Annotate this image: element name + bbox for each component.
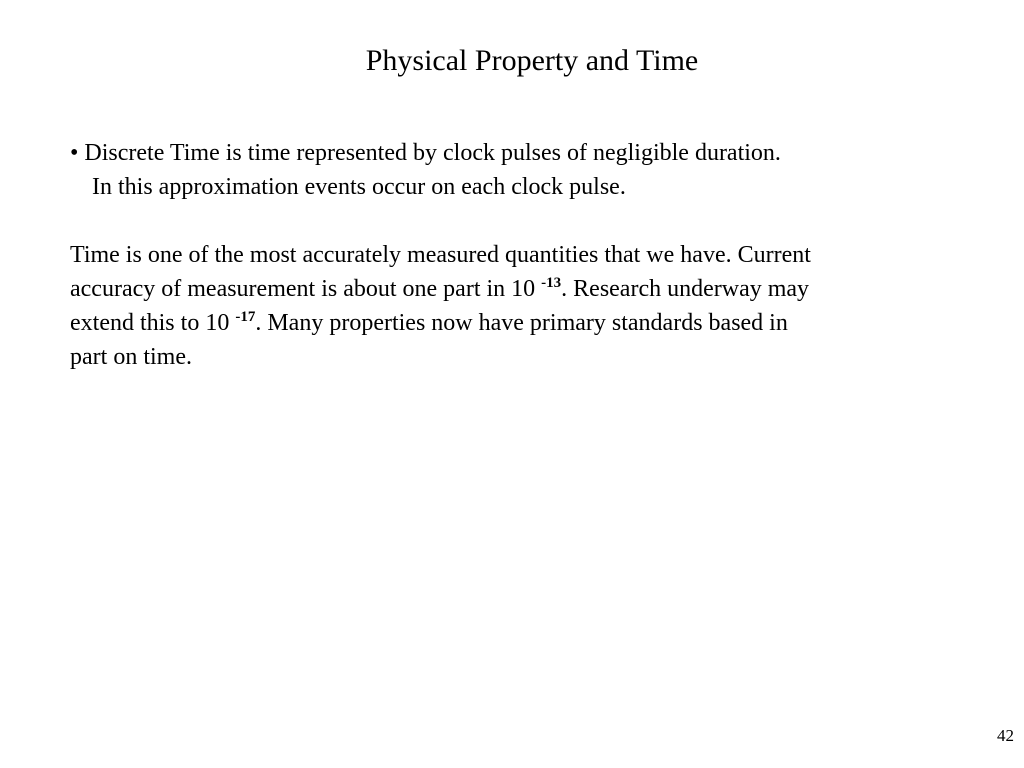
paragraph-line-2 (70, 272, 990, 306)
exponent-minus-17: -17 (235, 309, 256, 325)
paragraph-line-4: part on time. (70, 344, 192, 370)
page-number: 42 (997, 726, 1014, 745)
slide-content (70, 136, 990, 374)
paragraph-line-3 (70, 306, 990, 340)
paragraph-gap (70, 204, 990, 238)
paragraph-line-2-end: . Research underway may (561, 276, 810, 302)
paragraph-line-2-start: accuracy of measurement is about one part in 10 (70, 276, 542, 302)
bullet-line-1 (70, 136, 990, 170)
bullet-line-2: In this approximation events occur on each clock pulse. (92, 174, 626, 200)
exponent-minus-13: -13 (541, 275, 562, 291)
paragraph-line-1: Time is one of the most accurately measured quantities that we have. Current (70, 242, 811, 268)
paragraph-line-3-end: . Many properties now have primary standards based in (255, 310, 788, 336)
paragraph-line-3-start: extend this to 10 (70, 310, 236, 336)
slide-title: Physical Property and Time (365, 44, 699, 77)
bullet-text-1: Discrete Time is time represented by clock pulses of negligible duration. (78, 140, 781, 166)
bullet-marker: • (70, 140, 79, 166)
